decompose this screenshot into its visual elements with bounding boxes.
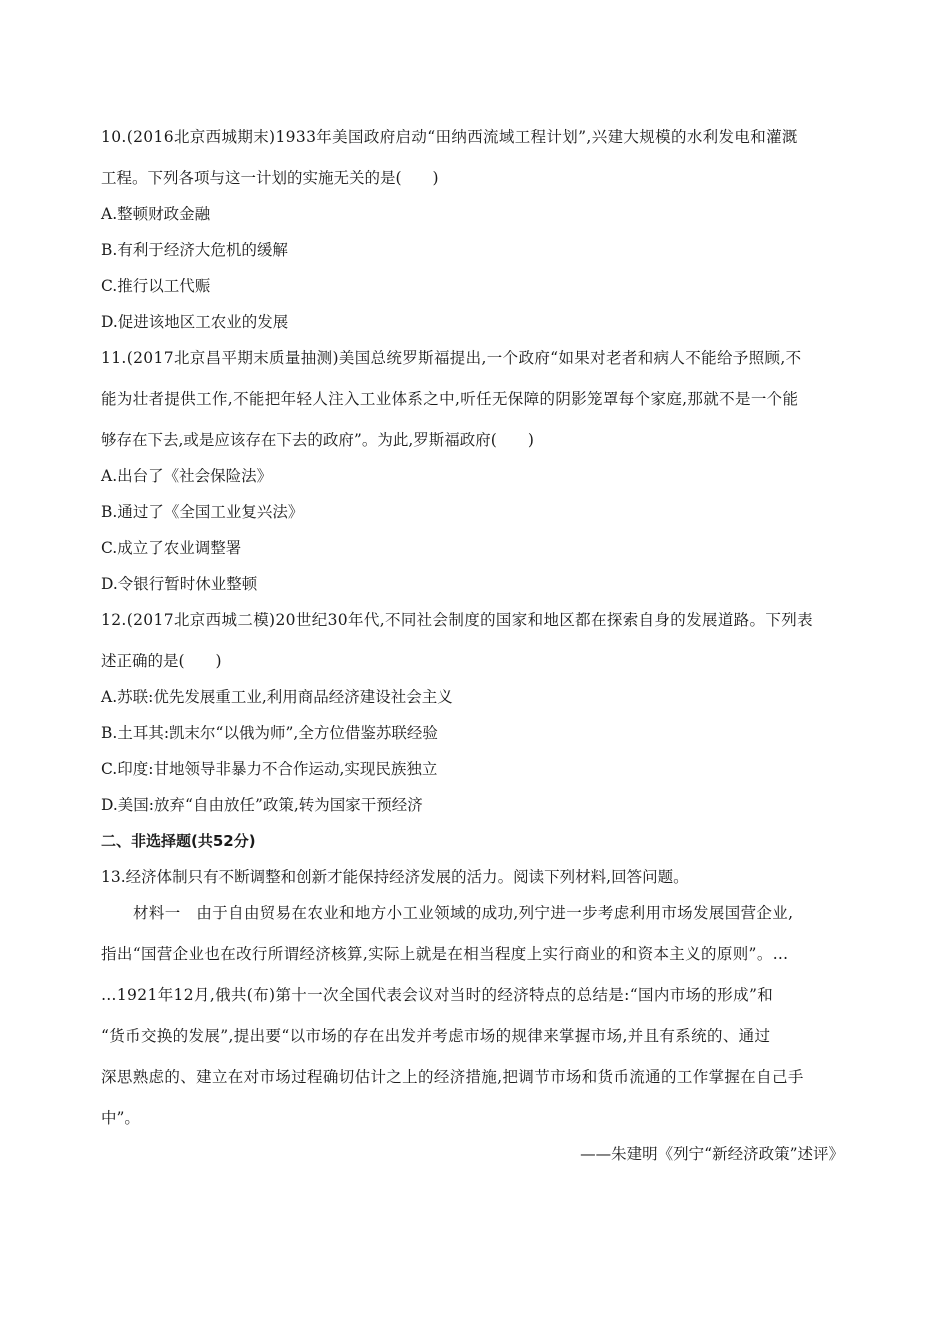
- q11-stem-line2: 能为壮者提供工作,不能把年轻人注入工业体系之中,听任无保障的阴影笼罩每个家庭,那就不是一个能: [101, 390, 799, 408]
- q12-option-b: B.土耳其:凯末尔“以俄为师”,全方位借鉴苏联经验: [101, 724, 438, 742]
- q10-option-b: B.有利于经济大危机的缓解: [101, 241, 288, 259]
- q13-material-line4: “货币交换的发展”,提出要“以市场的存在出发并考虑市场的规律来掌握市场,并且有系统的、通过: [101, 1027, 771, 1045]
- q13-material-line6: 中”。: [101, 1109, 140, 1127]
- q12-stem-line1: 12.(2017北京西城二模)20世纪30年代,不同社会制度的国家和地区都在探索自身的发展道路。下列表: [101, 611, 813, 629]
- q13-material-line2: 指出“国营企业也在改行所谓经济核算,实际上就是在相当程度上实行商业的和资本主义的原则”。…: [101, 945, 789, 963]
- q11-stem-line1: 11.(2017北京昌平期末质量抽测)美国总统罗斯福提出,一个政府“如果对老者和病人不能给予照顾,不: [101, 349, 802, 367]
- q11-option-b: B.通过了《全国工业复兴法》: [101, 503, 304, 521]
- q10-option-c: C.推行以工代赈: [101, 277, 211, 295]
- q11-option-d: D.令银行暂时休业整顿: [101, 575, 258, 593]
- q13-material-line5: 深思熟虑的、建立在对市场过程确切估计之上的经济措施,把调节市场和货币流通的工作掌握在自己手: [101, 1068, 804, 1086]
- q13-material-line3: …1921年12月,俄共(布)第十一次全国代表会议对当时的经济特点的总结是:“国内市场的形成”和: [101, 986, 774, 1004]
- q12-stem-line2: 述正确的是( ): [101, 652, 222, 670]
- q13-material-line1: 材料一 由于自由贸易在农业和地方小工业领域的成功,列宁进一步考虑利用市场发展国营企业,: [133, 904, 794, 922]
- q11-option-a: A.出台了《社会保险法》: [101, 467, 273, 485]
- q10-stem-line1: 10.(2016北京西城期末)1933年美国政府启动“田纳西流域工程计划”,兴建大规模的水利发电和灌溉: [101, 128, 798, 146]
- q10-stem-line2: 工程。下列各项与这一计划的实施无关的是( ): [101, 169, 439, 187]
- q11-option-c: C.成立了农业调整署: [101, 539, 242, 557]
- q10-option-a: A.整顿财政金融: [101, 205, 211, 223]
- q13-stem: 13.经济体制只有不断调整和创新才能保持经济发展的活力。阅读下列材料,回答问题。: [101, 868, 689, 886]
- q12-option-d: D.美国:放弃“自由放任”政策,转为国家干预经济: [101, 796, 423, 814]
- q10-option-d: D.促进该地区工农业的发展: [101, 313, 289, 331]
- q12-option-a: A.苏联:优先发展重工业,利用商品经济建设社会主义: [101, 688, 453, 706]
- section-heading: 二、非选择题(共52分): [101, 832, 256, 850]
- q12-option-c: C.印度:甘地领导非暴力不合作运动,实现民族独立: [101, 760, 438, 778]
- q11-stem-line3: 够存在下去,或是应该存在下去的政府”。为此,罗斯福政府( ): [101, 431, 534, 449]
- q13-source-citation: ——朱建明《列宁“新经济政策”述评》: [580, 1145, 844, 1163]
